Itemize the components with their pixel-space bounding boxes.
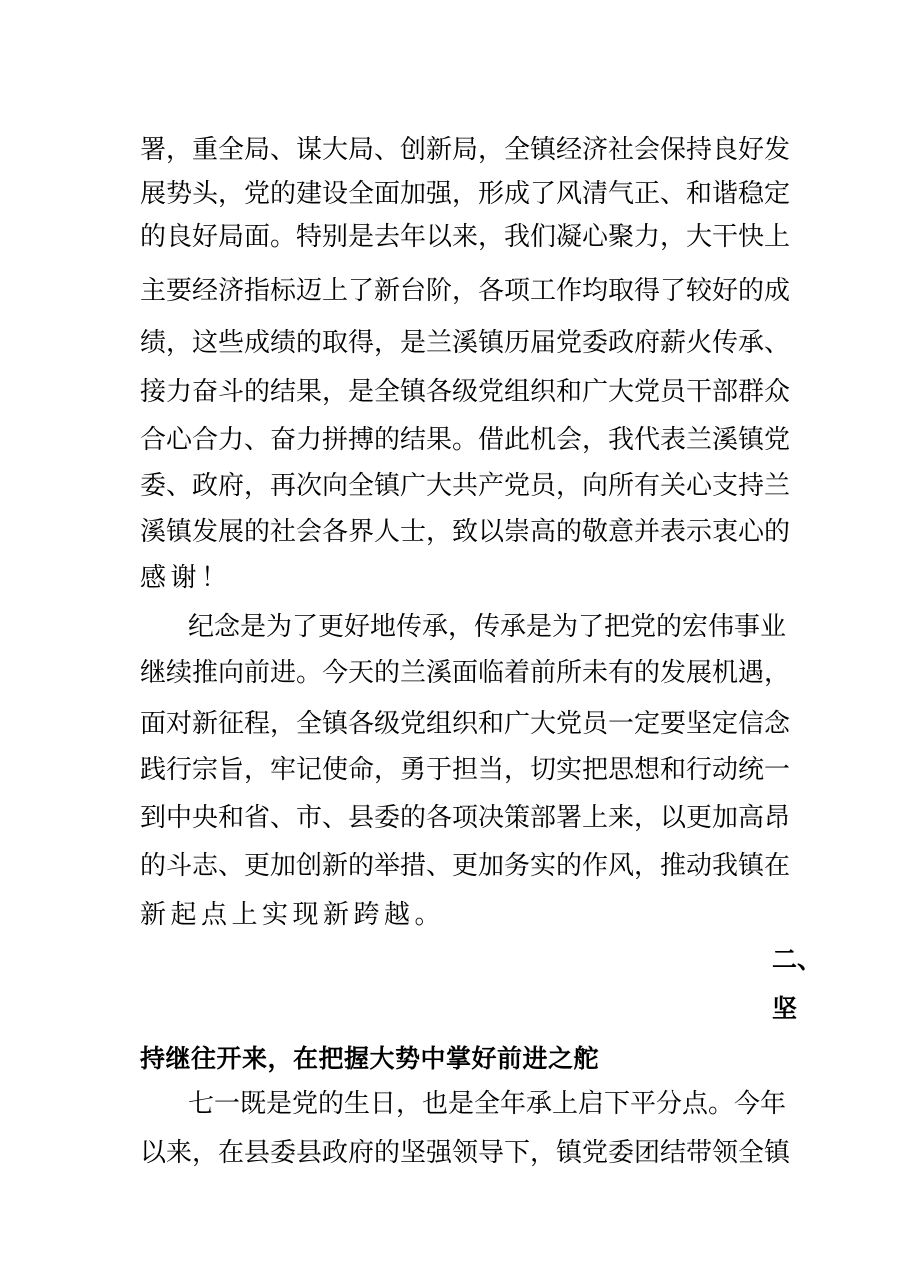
paragraph-2-line-6: 的斗志、更加创新的举措、更加务实的作风，推动我镇在 <box>140 851 791 881</box>
paragraph-1-line-3: 的良好局面。特别是去年以来，我们凝心聚力，大干快上 <box>140 222 791 252</box>
paragraph-2-line-3: 面对新征程，全镇各级党组织和广大党员一定要坚定信念 <box>140 709 791 739</box>
paragraph-1-line-6: 接力奋斗的结果，是全镇各级党组织和广大党员干部群众 <box>140 377 791 407</box>
paragraph-3-line-1: 七一既是党的生日，也是全年承上启下平分点。今年 <box>188 1089 787 1119</box>
paragraph-1-line-9: 溪镇发展的社会各界人士，致以崇高的敬意并表示衷心的 <box>140 517 791 547</box>
paragraph-1-line-8: 委、政府，再次向全镇广大共产党员，向所有关心支持兰 <box>140 471 791 501</box>
paragraph-2-line-1: 纪念是为了更好地传承，传承是为了把党的宏伟事业 <box>188 612 787 642</box>
paragraph-2-line-5: 到中央和省、市、县委的各项决策部署上来，以更加高昂 <box>140 803 791 833</box>
paragraph-1-line-5: 绩，这些成绩的取得，是兰溪镇历届党委政府薪火传承、 <box>140 328 791 358</box>
section-heading-continuation: 持继往开来，在把握大势中掌好前进之舵 <box>140 1044 600 1073</box>
paragraph-2-line-2: 继续推向前进。今天的兰溪面临着前所未有的发展机遇， <box>140 658 791 688</box>
paragraph-3-line-2: 以来，在县委县政府的坚强领导下，镇党委团结带领全镇 <box>140 1138 791 1168</box>
paragraph-1-line-4: 主要经济指标迈上了新台阶，各项工作均取得了较好的成 <box>140 276 791 306</box>
section-heading-number: 二、 <box>772 945 823 974</box>
paragraph-1-line-10: 感谢！ <box>140 563 232 593</box>
section-heading-first-char: 坚 <box>772 994 798 1023</box>
paragraph-2-line-7: 新起点上实现新跨越。 <box>140 900 446 930</box>
paragraph-1-line-1: 署，重全局、谋大局、创新局，全镇经济社会保持良好发 <box>140 135 791 165</box>
paragraph-2-line-4: 践行宗旨，牢记使命，勇于担当，切实把思想和行动统一 <box>140 755 791 785</box>
paragraph-1-line-7: 合心合力、奋力拼搏的结果。借此机会，我代表兰溪镇党 <box>140 425 791 455</box>
paragraph-1-line-2: 展势头，党的建设全面加强，形成了风清气正、和谐稳定 <box>140 179 791 209</box>
